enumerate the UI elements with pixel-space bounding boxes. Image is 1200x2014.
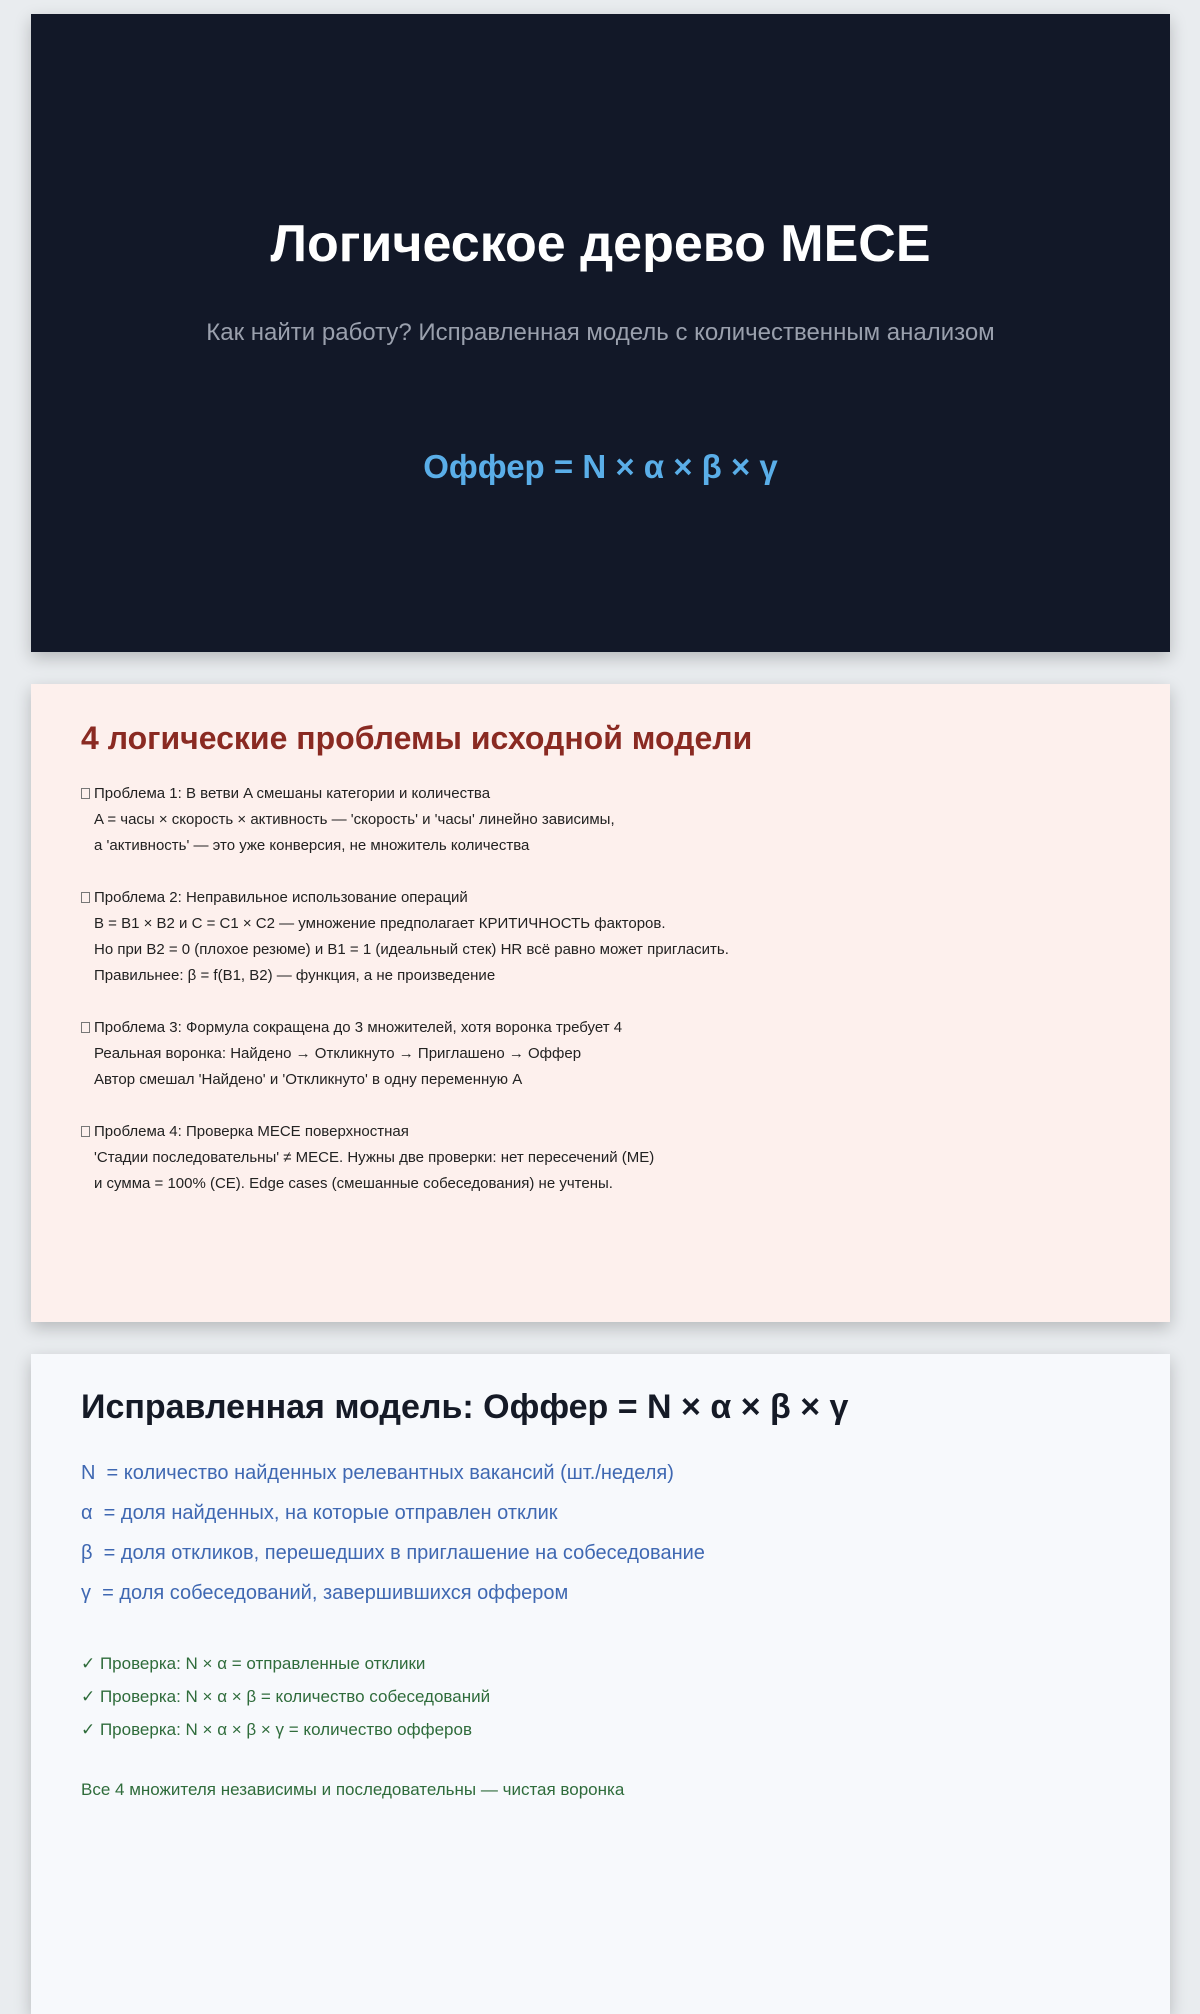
problem-heading bbox=[81, 1015, 1120, 1041]
corrected-model-slide bbox=[31, 1354, 1170, 2014]
bullet-icon bbox=[81, 1126, 90, 1137]
problem-item bbox=[81, 1015, 1120, 1093]
main-formula: Оффер = N × α × β × γ bbox=[423, 448, 778, 485]
problem-detail: A = часы × скорость × активность — 'скорость' и 'часы' линейно зависимы, bbox=[94, 811, 615, 828]
problem-detail: и сумма = 100% (CE). Edge cases (смешанные собеседования) не учтены. bbox=[94, 1175, 613, 1192]
definition-alpha: α = доля найденных, на которые отправлен отклик bbox=[81, 1502, 558, 1524]
slide-title: Логическое дерево MECE bbox=[270, 215, 931, 273]
variable-definitions bbox=[81, 1453, 1120, 1613]
bullet-icon bbox=[81, 1022, 90, 1033]
check-item: ✓ Проверка: N × α × β = количество собеседований bbox=[81, 1687, 491, 1706]
problem-detail: Но при B2 = 0 (плохое резюме) и B1 = 1 (идеальный стек) HR всё равно может пригласить. bbox=[94, 941, 729, 958]
bullet-icon bbox=[81, 788, 90, 799]
problem-heading bbox=[81, 781, 1120, 807]
conclusion-note: Все 4 множителя независимы и последовательны — чистая воронка bbox=[81, 1780, 625, 1799]
definition-beta: β = доля откликов, перешедших в приглашение на собеседование bbox=[81, 1542, 705, 1564]
problem-heading-text: Проблема 3: Формула сокращена до 3 множителей, хотя воронка требует 4 bbox=[94, 1019, 623, 1036]
model-title: Исправленная модель: Оффер = N × α × β × γ bbox=[81, 1388, 849, 1426]
problem-heading-text: Проблема 1: В ветви A смешаны категории и количества bbox=[94, 785, 491, 802]
problem-detail: Реальная воронка: Найдено → Откликнуто → Приглашено → Оффер bbox=[94, 1045, 582, 1062]
problem-detail: 'Стадии последовательны' ≠ MECE. Нужны две проверки: нет пересечений (ME) bbox=[94, 1149, 655, 1166]
problem-detail: B = B1 × B2 и C = C1 × C2 — умножение предполагает КРИТИЧНОСТЬ факторов. bbox=[94, 915, 666, 932]
problem-heading bbox=[81, 885, 1120, 911]
problem-heading-text: Проблема 4: Проверка MECE поверхностная bbox=[94, 1123, 409, 1140]
bullet-icon bbox=[81, 892, 90, 903]
problem-detail: а 'активность' — это уже конверсия, не множитель количества bbox=[94, 837, 530, 854]
check-list bbox=[81, 1647, 1120, 1746]
definition-gamma: γ = доля собеседований, завершившихся оффером bbox=[81, 1582, 569, 1604]
definition-n: N = количество найденных релевантных вакансий (шт./неделя) bbox=[81, 1462, 674, 1484]
problem-item bbox=[81, 1119, 1120, 1197]
problem-heading bbox=[81, 1119, 1120, 1145]
check-item: ✓ Проверка: N × α × β × γ = количество офферов bbox=[81, 1720, 472, 1739]
problem-heading-text: Проблема 2: Неправильное использование операций bbox=[94, 889, 468, 906]
problem-detail: Правильнее: β = f(B1, B2) — функция, а не произведение bbox=[94, 967, 496, 984]
problems-slide bbox=[31, 684, 1170, 1322]
check-item: ✓ Проверка: N × α = отправленные отклики bbox=[81, 1654, 426, 1673]
problem-detail: Автор смешал 'Найдено' и 'Откликнуто' в одну переменную A bbox=[94, 1071, 523, 1088]
slide-subtitle: Как найти работу? Исправленная модель с количественным анализом bbox=[206, 319, 995, 346]
problem-item bbox=[81, 781, 1120, 859]
problems-title: 4 логические проблемы исходной модели bbox=[81, 720, 753, 756]
problem-item bbox=[81, 885, 1120, 989]
title-slide bbox=[31, 14, 1170, 652]
